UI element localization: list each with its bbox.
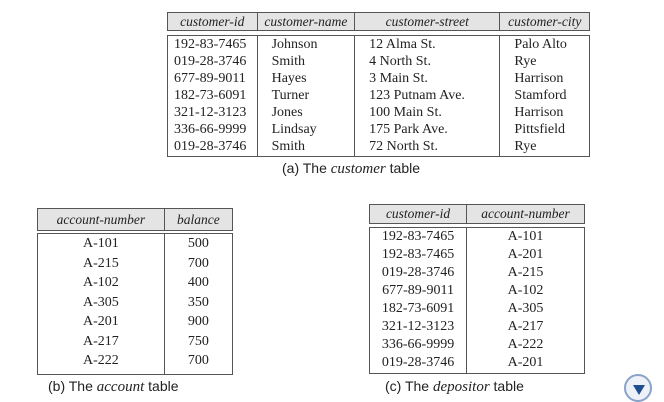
table-cell: A-217	[507, 319, 544, 334]
table-cell: A-102	[82, 275, 119, 290]
table-cell: 175 Park Ave.	[369, 122, 448, 137]
table-cell: A-201	[507, 355, 544, 370]
table-cell: 182-73-6091	[381, 301, 455, 316]
table-cell: 019-28-3746	[381, 355, 455, 370]
table-cell: Harrison	[514, 71, 564, 86]
caption-suffix: table	[144, 378, 179, 394]
table-cell: 192-83-7465	[381, 229, 455, 244]
table-cell: Rye	[514, 139, 537, 154]
table-cell: 321-12-3123	[174, 105, 247, 120]
table-cell: A-201	[82, 314, 119, 329]
table-cell: 3 Main St.	[369, 71, 428, 86]
table-cell: A-102	[507, 283, 544, 298]
table-cell: Stamford	[514, 88, 567, 103]
table-column	[467, 228, 584, 373]
table-cell: Lindsay	[271, 122, 317, 137]
table-column	[165, 234, 232, 374]
table-cell: A-305	[82, 294, 119, 310]
column-header: customer-name	[258, 13, 356, 30]
table-header	[167, 12, 590, 31]
table-cell: 677-89-9011	[174, 71, 246, 86]
account-caption	[48, 378, 179, 396]
table-cell: 019-28-3746	[381, 265, 455, 280]
table-cell: 72 North St.	[369, 139, 438, 154]
table-column	[370, 228, 467, 373]
table-cell: Palo Alto	[514, 37, 567, 52]
column-header: account-number	[481, 206, 570, 221]
table-cell: 400	[187, 275, 209, 290]
table-cell: 12 Alma St.	[369, 37, 436, 52]
table-cell: A-101	[82, 236, 119, 251]
table-cell: A-222	[82, 353, 119, 368]
table-body	[369, 227, 585, 374]
table-cell: Johnson	[271, 37, 318, 52]
table-cell: Smith	[271, 139, 306, 154]
table-cell: Pittsfield	[514, 122, 565, 137]
caption-em: account	[96, 379, 145, 395]
table-cell: 336-66-9999	[381, 337, 455, 352]
table-cell: A-305	[507, 301, 544, 316]
table-cell: 677-89-9011	[382, 283, 454, 298]
table-cell: 182-73-6091	[174, 88, 247, 103]
table-column	[168, 36, 258, 156]
customer-caption	[282, 160, 420, 178]
table-cell: 100 Main St.	[369, 105, 442, 120]
table-cell: 500	[187, 236, 209, 251]
table-column	[38, 234, 165, 374]
table-cell: A-101	[507, 229, 544, 244]
column-header: customer-id	[370, 205, 467, 223]
column-header: customer-city	[508, 14, 582, 29]
caption-prefix: (a) The	[282, 160, 331, 176]
table-cell: 019-28-3746	[174, 54, 247, 69]
table-cell: Jones	[271, 105, 303, 120]
table-cell: 700	[187, 353, 209, 368]
column-header: customer-street	[355, 13, 500, 30]
depositor-caption	[385, 378, 524, 396]
table-column	[355, 36, 500, 156]
table-cell: A-201	[507, 247, 544, 262]
table-column	[258, 36, 356, 156]
table-cell: 123 Putnam Ave.	[369, 88, 465, 103]
table-header	[369, 204, 585, 224]
table-cell: 192-83-7465	[381, 247, 455, 262]
university-logo-icon	[624, 374, 652, 402]
caption-suffix: table	[385, 160, 421, 176]
table-cell: A-222	[507, 337, 544, 352]
table-cell: 336-66-9999	[174, 122, 247, 137]
table-cell: 900	[187, 314, 209, 329]
table-cell: Smith	[271, 54, 306, 69]
table-cell: 192-83-7465	[174, 37, 247, 52]
caption-prefix: (c) The	[385, 378, 433, 394]
table-cell: A-215	[507, 265, 544, 280]
column-header: balance	[176, 212, 220, 227]
caption-suffix: table	[489, 378, 524, 394]
table-cell: Harrison	[514, 105, 564, 120]
table-cell: 4 North St.	[369, 54, 431, 69]
table-cell: 019-28-3746	[174, 139, 247, 154]
table-cell: A-217	[82, 333, 119, 349]
table-cell: 350	[187, 294, 209, 310]
table-cell: Rye	[514, 54, 537, 69]
caption-em: customer	[330, 161, 386, 177]
caption-prefix: (b) The	[48, 378, 97, 394]
caption-em: depositor	[432, 379, 490, 395]
table-cell: 750	[187, 333, 209, 349]
column-header: customer-id	[168, 13, 258, 30]
table-cell: Hayes	[271, 71, 307, 86]
table-cell: Turner	[271, 88, 310, 103]
table-cell: 321-12-3123	[381, 319, 455, 334]
table-header	[37, 208, 233, 231]
table-cell: 700	[187, 255, 209, 271]
table-body	[167, 35, 590, 157]
table-body	[37, 233, 233, 375]
table-cell: A-215	[82, 255, 119, 271]
table-column	[500, 36, 589, 156]
column-header: account-number	[38, 209, 165, 230]
